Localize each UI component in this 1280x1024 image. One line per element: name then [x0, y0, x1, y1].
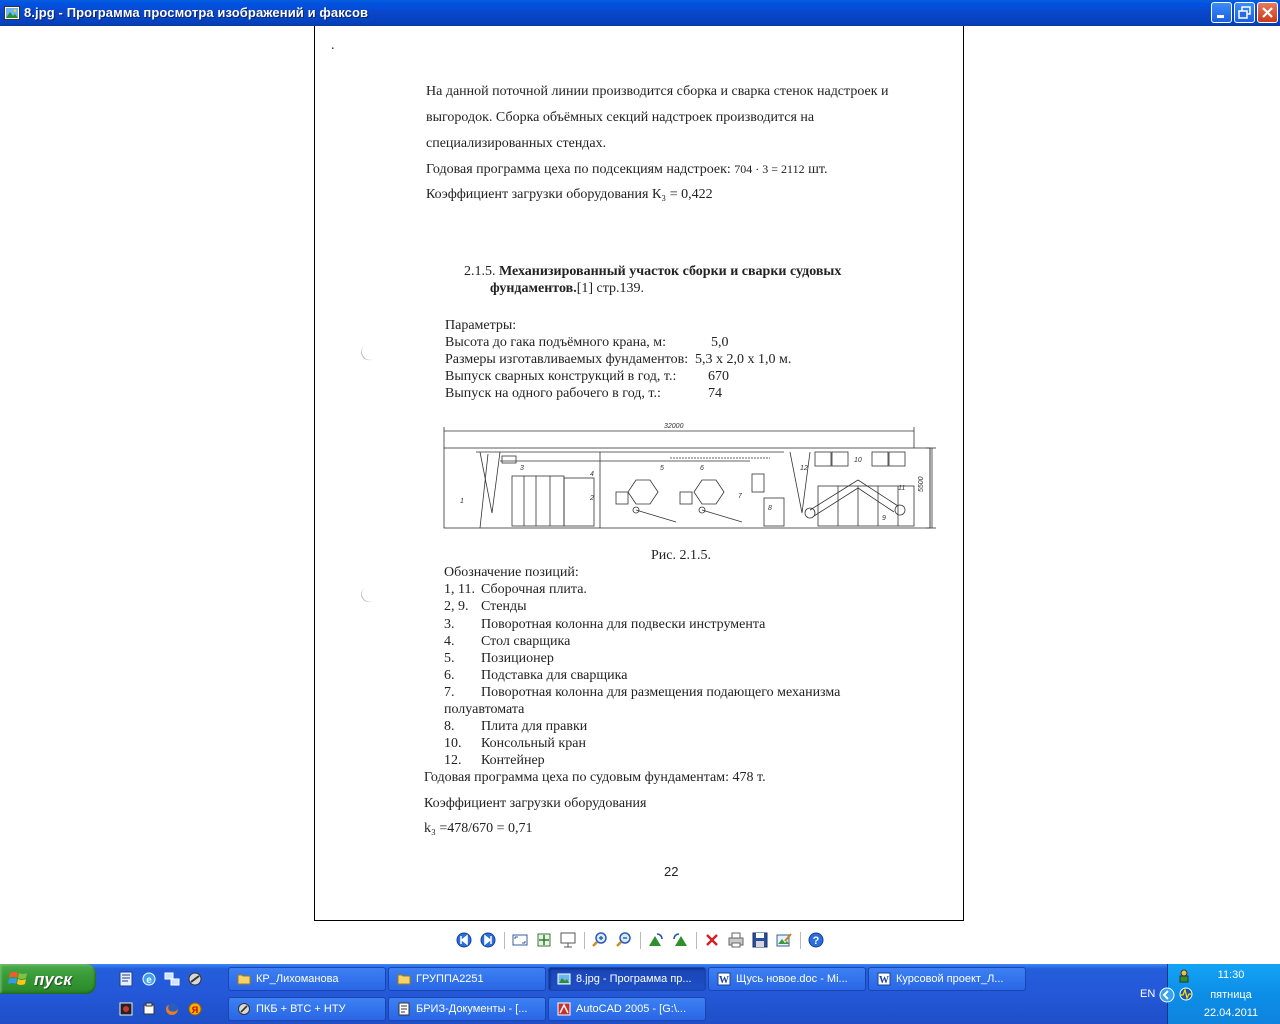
- start-button[interactable]: [0, 964, 96, 994]
- taskbar-button[interactable]: [228, 997, 386, 1021]
- legend-text: Подставка для сварщика: [481, 668, 628, 683]
- figure-caption: Рис. 2.1.5.: [651, 548, 711, 563]
- load-coefficient-label: Коэффициент загрузки оборудования: [424, 796, 647, 811]
- paragraph-line: На данной поточной линии производится сборка и сварка стенок надстроек и: [426, 84, 889, 99]
- toolbar-separator: [504, 932, 505, 949]
- taskbar-button[interactable]: [868, 967, 1026, 991]
- drawing-label: 7: [738, 493, 742, 500]
- taskbar-button-label: AutoCAD 2005 - [G:\...: [576, 1003, 687, 1015]
- browser-icon: [237, 1002, 251, 1016]
- clock-day: пятница: [1210, 989, 1252, 1001]
- paragraph-line: специализированных стендах.: [426, 136, 607, 151]
- annual-program-label: Годовая программа цеха по подсекциям надстроек:: [426, 162, 735, 177]
- annual-program-line: [426, 161, 827, 178]
- window-title: 8.jpg - Программа просмотра изображений и факсов: [24, 5, 369, 20]
- param-value: 74: [708, 386, 722, 401]
- param-label: Размеры изготавливаемых фундаментов:: [445, 352, 689, 367]
- slideshow-icon[interactable]: [558, 930, 578, 950]
- legend-text: Стол сварщика: [481, 634, 571, 649]
- taskbar-button-label: Курсовой проект_Л...: [896, 973, 1004, 985]
- param-value: 5,0: [711, 335, 729, 350]
- app-quicklaunch-icon[interactable]: [117, 1000, 135, 1018]
- section-title-bold: Механизированный участок сборки и сварки судовых: [499, 264, 842, 279]
- next-image-icon[interactable]: [478, 930, 498, 950]
- minimize-button[interactable]: [1211, 2, 1232, 23]
- image-viewer-icon: [557, 972, 571, 986]
- taskbar-button[interactable]: [388, 997, 546, 1021]
- legend-number: 12.: [444, 753, 462, 768]
- folder-quicklaunch-icon[interactable]: [140, 1000, 158, 1018]
- taskbar-button-label: 8.jpg - Программа пр...: [576, 973, 692, 985]
- title-bar[interactable]: [0, 0, 1280, 26]
- clock-date: 22.04.2011: [1203, 1007, 1259, 1019]
- legend-number: 2, 9.: [444, 599, 469, 614]
- autocad-icon: [557, 1002, 571, 1016]
- drawing-label: 4: [590, 471, 594, 478]
- close-icon: [1258, 3, 1277, 22]
- param-label: Выпуск на одного рабочего в год, т.:: [445, 386, 661, 401]
- svg-text:W: W: [879, 975, 889, 986]
- drawing-label: 3: [520, 465, 524, 472]
- language-indicator[interactable]: EN: [1140, 988, 1156, 1000]
- legend-number: 3.: [444, 617, 455, 632]
- show-desktop-icon[interactable]: [117, 970, 135, 988]
- drawing-label: 10: [854, 457, 862, 464]
- delete-icon[interactable]: [702, 930, 722, 950]
- param-label: Высота до гака подъёмного крана, м:: [445, 335, 667, 350]
- print-icon[interactable]: [726, 930, 746, 950]
- rotate-counterclockwise-icon[interactable]: [670, 930, 690, 950]
- legend-text: Консольный кран: [481, 736, 586, 751]
- taskbar-button[interactable]: [708, 967, 866, 991]
- legend-number: 7.: [444, 685, 455, 700]
- drawing-label: 1: [460, 498, 464, 505]
- clock-time[interactable]: 11:30: [1217, 969, 1245, 981]
- network-icon[interactable]: [163, 970, 181, 988]
- param-value: 670: [708, 369, 729, 384]
- annual-program-unit: шт.: [804, 162, 828, 177]
- legend-number: 8.: [444, 719, 455, 734]
- firefox-icon[interactable]: [163, 1000, 181, 1018]
- taskbar-button[interactable]: [388, 967, 546, 991]
- image-viewer-app-icon: [4, 5, 20, 21]
- page-number: 22: [664, 864, 679, 879]
- params-header: Параметры:: [445, 318, 517, 333]
- windows-logo-icon: [8, 970, 30, 988]
- rotate-clockwise-icon[interactable]: [646, 930, 666, 950]
- previous-image-icon[interactable]: [454, 930, 474, 950]
- legend-text: Сборочная плита.: [481, 582, 587, 597]
- taskbar-button[interactable]: [228, 967, 386, 991]
- folder-icon: [397, 972, 411, 986]
- drawing-label: 12: [800, 465, 808, 472]
- toolbar-separator: [696, 932, 697, 949]
- folder-icon: [237, 972, 251, 986]
- legend-number: 10.: [444, 736, 462, 751]
- close-button[interactable]: [1257, 2, 1278, 23]
- svg-text:Я: Я: [191, 1005, 199, 1015]
- load-coefficient-formula: k₃ =478/670 = 0,71: [424, 821, 533, 836]
- word-icon: [877, 972, 891, 986]
- yandex-icon[interactable]: [186, 1000, 204, 1018]
- legend-text: Контейнер: [481, 753, 545, 768]
- toolbar-separator: [584, 932, 585, 949]
- taskbar: [0, 964, 1280, 1024]
- word-icon: [717, 972, 731, 986]
- svg-text:e: e: [146, 975, 152, 986]
- drawing-label: 8: [768, 505, 772, 512]
- restore-icon: [1235, 3, 1254, 22]
- taskbar-button-label: ГРУППА2251: [416, 973, 484, 985]
- punch-hole-mark: [358, 583, 381, 605]
- svg-text:W: W: [719, 975, 729, 986]
- browser-quicklaunch-icon[interactable]: [186, 970, 204, 988]
- document-app-icon: [397, 1002, 411, 1016]
- edit-icon[interactable]: [774, 930, 794, 950]
- legend-text: Поворотная колонна для размещения подающего механизма: [481, 685, 841, 700]
- taskbar-button-label: ПКБ + ВТС + НТУ: [256, 1003, 346, 1015]
- minimize-icon: [1212, 3, 1231, 22]
- save-icon[interactable]: [750, 930, 770, 950]
- drawing-dimension-length: 32000: [664, 423, 684, 430]
- legend-text: Стенды: [481, 599, 527, 614]
- annual-program-foundations: Годовая программа цеха по судовым фундаментам: 478 т.: [424, 770, 766, 785]
- section-heading-line1: [464, 264, 841, 280]
- toolbar-separator: [800, 932, 801, 949]
- legend-text-continuation: полуавтомата: [444, 702, 525, 717]
- section-reference: [1] стр.139.: [576, 281, 645, 296]
- start-label: пуск: [34, 970, 72, 989]
- drawing-label: 9: [882, 515, 886, 522]
- legend-number: 1, 11.: [444, 582, 475, 597]
- paragraph-line: выгородок. Сборка объёмных секций надстроек производится на: [426, 110, 815, 125]
- system-tray: [1167, 964, 1280, 1024]
- internet-explorer-icon[interactable]: [140, 970, 158, 988]
- annual-program-formula: 704 · 3 = 2112: [734, 162, 805, 176]
- section-title-bold: фундаментов.: [490, 281, 577, 296]
- legend-number: 6.: [444, 668, 455, 683]
- image-viewport[interactable]: [0, 26, 1280, 964]
- stray-dot: .: [331, 38, 335, 53]
- drawing-dimension-height: 5500: [918, 476, 925, 492]
- section-heading-line2: [490, 281, 644, 297]
- actual-size-icon[interactable]: [534, 930, 554, 950]
- zoom-in-icon[interactable]: [590, 930, 610, 950]
- legend-header: Обозначение позиций:: [444, 565, 579, 580]
- section-number: 2.1.5.: [464, 264, 499, 279]
- svg-text:?: ?: [812, 935, 820, 947]
- legend-text: Позиционер: [481, 651, 554, 666]
- param-label: Выпуск сварных конструкций в год, т.:: [445, 369, 677, 384]
- taskbar-button-label: Щусь новое.doc - Mi...: [736, 973, 848, 985]
- punch-hole-mark: [358, 341, 381, 363]
- param-value: 5,3 х 2,0 х 1,0 м.: [695, 352, 792, 367]
- legend-text: Поворотная колонна для подвески инструмента: [481, 617, 766, 632]
- tray-expand-icon[interactable]: [1158, 986, 1176, 1004]
- toolbar-separator: [640, 932, 641, 949]
- taskbar-button-label: КР_Лихоманова: [256, 973, 339, 985]
- best-fit-icon[interactable]: [510, 930, 530, 950]
- restore-button[interactable]: [1234, 2, 1255, 23]
- document-page-image: [314, 26, 964, 921]
- zoom-out-icon[interactable]: [614, 930, 634, 950]
- legend-text: Плита для правки: [481, 719, 588, 734]
- drawing-label: 6: [700, 465, 704, 472]
- legend-number: 5.: [444, 651, 455, 666]
- workshop-layout-drawing: [440, 418, 940, 530]
- load-coefficient-line: Коэффициент загрузки оборудования К₃ = 0,422: [426, 187, 713, 202]
- taskbar-button-active[interactable]: [548, 967, 706, 991]
- legend-number: 4.: [444, 634, 455, 649]
- drawing-label: 5: [660, 465, 664, 472]
- help-icon[interactable]: [806, 930, 826, 950]
- drawing-label: 11: [898, 485, 906, 492]
- taskbar-button[interactable]: [548, 997, 706, 1021]
- taskbar-button-label: БРИЗ-Документы - [...: [416, 1003, 528, 1015]
- drawing-label: 2: [590, 495, 594, 502]
